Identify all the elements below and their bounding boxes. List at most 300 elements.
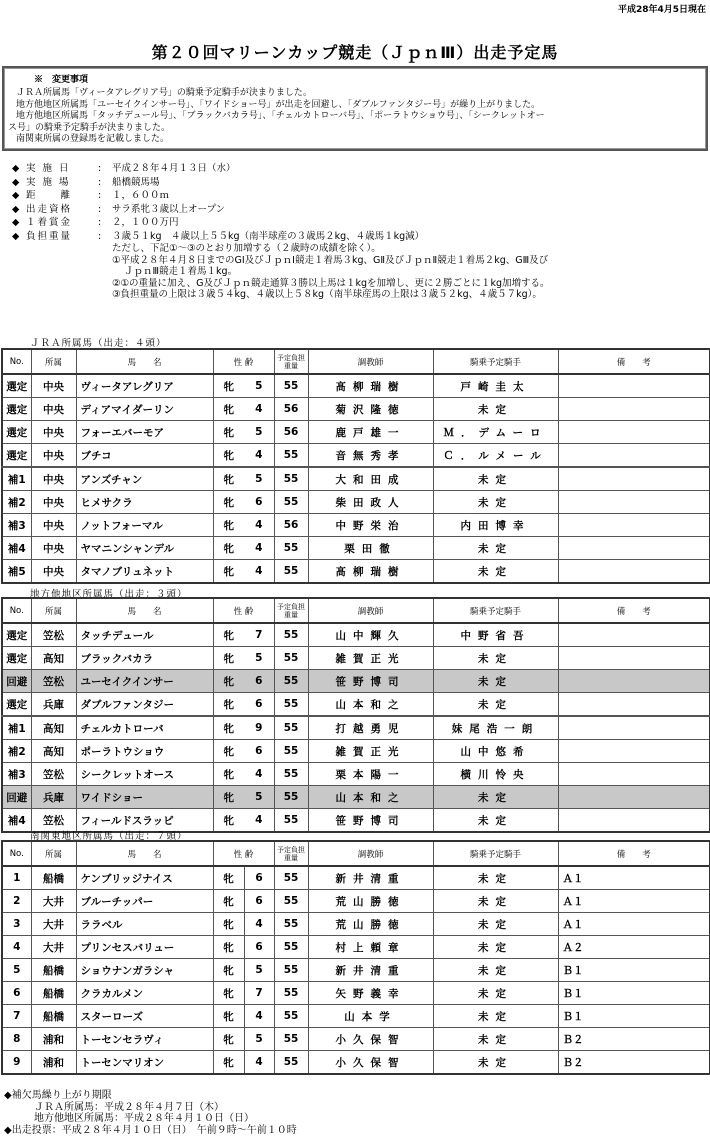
entry-no: 6 <box>2 982 31 1005</box>
sex: 牝 <box>213 374 244 398</box>
trainer: 山本和之 <box>308 786 433 809</box>
age: 7 <box>244 623 274 647</box>
col-horse-name: 馬 名 <box>76 349 213 374</box>
trainer: 新井清重 <box>308 866 433 890</box>
entry-no: 補2 <box>2 491 31 514</box>
jockey: 妹尾浩一朗 <box>433 716 558 740</box>
horse-name: ブチコ <box>76 444 213 468</box>
age: 4 <box>244 398 274 421</box>
col-remarks: 備 考 <box>558 598 710 623</box>
horse-name: ワイドショー <box>76 786 213 809</box>
assigned-weight: 55 <box>274 670 308 693</box>
age: 5 <box>244 1028 274 1051</box>
info-label: 出走資格 <box>26 203 73 215</box>
affiliation: 兵庫 <box>31 693 76 717</box>
horse-name: フォーエバーモア <box>76 421 213 444</box>
assigned-weight: 55 <box>274 537 308 560</box>
info-value: 平成２８年４月１３日（水） <box>112 163 236 174</box>
substitute-deadline-heading: ◆補欠馬繰り上がり期限 <box>4 1090 112 1101</box>
info-row <box>12 176 550 190</box>
affiliation: 中央 <box>31 467 76 491</box>
entry-no: 選定 <box>2 398 31 421</box>
affiliation: 中央 <box>31 491 76 514</box>
trainer: 山中輝久 <box>308 623 433 647</box>
table-row <box>2 716 710 740</box>
table-row <box>2 514 710 537</box>
affiliation: 中央 <box>31 374 76 398</box>
jockey: 未定 <box>433 786 558 809</box>
assigned-weight: 55 <box>274 623 308 647</box>
age: 4 <box>244 913 274 936</box>
trainer: 髙柳瑞樹 <box>308 374 433 398</box>
trainer: 音無秀孝 <box>308 444 433 468</box>
info-value: ２，１００万円 <box>112 217 179 228</box>
horse-name: ディアマイダーリン <box>76 398 213 421</box>
assigned-weight: 55 <box>274 1051 308 1075</box>
sex: 牝 <box>213 444 244 468</box>
as-of-date: 平成28年4月5日現在 <box>617 5 706 15</box>
remarks: Ｂ１ <box>558 982 710 1005</box>
race-info <box>12 162 550 301</box>
notice-line: ＪＲＡ所属馬「ヴィータアレグリア号」の騎乗予定騎手が決まりました。 <box>16 88 312 98</box>
remarks <box>558 444 710 468</box>
sex: 牝 <box>213 982 244 1005</box>
entry-vote-time: ◆出走投票：平成２８年４月１０日（日） 午前９時～午前１０時 <box>4 1124 297 1136</box>
horse-name: ララベル <box>76 913 213 936</box>
table-row <box>2 421 710 444</box>
sex: 牝 <box>213 398 244 421</box>
info-label: １着賞金 <box>26 217 73 228</box>
table-row <box>2 740 710 763</box>
entry-no: 補3 <box>2 763 31 786</box>
sex: 牝 <box>213 809 244 833</box>
entry-no: 選定 <box>2 623 31 647</box>
col-sex-age: 性 齢 <box>213 841 274 866</box>
sex: 牝 <box>213 467 244 491</box>
info-label: 実 施 日 <box>26 163 71 174</box>
remarks: Ａ１ <box>558 866 710 890</box>
remarks <box>558 670 710 693</box>
table-row <box>2 560 710 584</box>
remarks <box>558 421 710 444</box>
info-row <box>12 203 550 217</box>
affiliation: 中央 <box>31 421 76 444</box>
substitute-deadline-local: 地方他地区所属馬：平成２８年４月１０日（日） <box>34 1113 254 1124</box>
assigned-weight: 55 <box>274 1028 308 1051</box>
age: 4 <box>244 1051 274 1075</box>
page-title: 第２０回マリーンカップ競走（ＪｐｎⅢ）出走予定馬 <box>151 43 559 62</box>
jockey: 未定 <box>433 936 558 959</box>
entry-no: 選定 <box>2 693 31 717</box>
col-weight: 予定負担重量 <box>274 598 308 623</box>
affiliation: 中央 <box>31 537 76 560</box>
age: 6 <box>244 693 274 717</box>
jockey: 横川怜央 <box>433 763 558 786</box>
horse-name: タマノブリュネット <box>76 560 213 584</box>
table-row <box>2 467 710 491</box>
remarks <box>558 623 710 647</box>
age: 6 <box>244 491 274 514</box>
horse-name: フィールドスラッピ <box>76 809 213 833</box>
trainer: 荒山勝徳 <box>308 913 433 936</box>
table-row <box>2 374 710 398</box>
diamond-bullet-icon: ◆ <box>12 217 20 228</box>
trainer: 笹野博司 <box>308 670 433 693</box>
entry-no: 1 <box>2 866 31 890</box>
affiliation: 高知 <box>31 716 76 740</box>
entries-table <box>1 840 710 1075</box>
affiliation: 笠松 <box>31 809 76 833</box>
remarks <box>558 374 710 398</box>
info-colon: : <box>98 176 102 188</box>
affiliation: 大井 <box>31 890 76 913</box>
trainer: 髙柳瑞樹 <box>308 560 433 584</box>
trainer: 荒山勝徳 <box>308 890 433 913</box>
notice-line: 南関東所属の登録馬を記載しました。 <box>16 134 170 144</box>
assigned-weight: 55 <box>274 560 308 584</box>
jockey: 未定 <box>433 1051 558 1075</box>
entry-no: 補1 <box>2 467 31 491</box>
info-label: 距 離 <box>26 190 73 201</box>
age: 4 <box>244 763 274 786</box>
entry-no: 補3 <box>2 514 31 537</box>
assigned-weight: 55 <box>274 786 308 809</box>
col-jockey: 騎乗予定騎手 <box>433 841 558 866</box>
assigned-weight: 56 <box>274 398 308 421</box>
col-no: No. <box>2 598 31 623</box>
entry-no: 選定 <box>2 374 31 398</box>
remarks: Ａ１ <box>558 913 710 936</box>
jockey: 未定 <box>433 959 558 982</box>
remarks <box>558 647 710 670</box>
age: 5 <box>244 647 274 670</box>
info-value: サラ系牝３歳以上オープン <box>112 203 226 215</box>
entry-no: 補4 <box>2 809 31 833</box>
trainer: 柴田政人 <box>308 491 433 514</box>
assigned-weight: 55 <box>274 467 308 491</box>
horse-name: ケンブリッジナイス <box>76 866 213 890</box>
horse-name: ユーセイクインサー <box>76 670 213 693</box>
horse-name: ポーラトウショウ <box>76 740 213 763</box>
weight-note: ＪｐｎⅢ競走１着馬１kg。 <box>124 266 238 277</box>
age: 5 <box>244 467 274 491</box>
horse-name: シークレットオース <box>76 763 213 786</box>
table-row <box>2 959 710 982</box>
horse-name: トーセンセラヴィ <box>76 1028 213 1051</box>
trainer: 村上頼章 <box>308 936 433 959</box>
diamond-bullet-icon: ◆ <box>12 230 20 242</box>
horse-name: ヒメサクラ <box>76 491 213 514</box>
remarks <box>558 763 710 786</box>
weight-note: ②①の重量に加え、G及びＪｐｎ競走通算３勝以上馬は１kgを加増し、更に２勝ごとに１kg加増する。 <box>112 277 550 289</box>
affiliation: 大井 <box>31 913 76 936</box>
table-header-row <box>2 841 710 866</box>
horse-name: チェルカトローバ <box>76 716 213 740</box>
horse-name: ショウナンガラシャ <box>76 959 213 982</box>
assigned-weight: 55 <box>274 890 308 913</box>
entry-no: 9 <box>2 1051 31 1075</box>
age: 9 <box>244 716 274 740</box>
table-row <box>2 647 710 670</box>
trainer: 大和田成 <box>308 467 433 491</box>
assigned-weight: 55 <box>274 763 308 786</box>
sex: 牝 <box>213 959 244 982</box>
weight-note: ③負担重量の上限は３歳５４kg、４歳以上５８kg（南半球産馬の上限は３歳５２kg、４歳５７kg）。 <box>112 289 542 300</box>
age: 6 <box>244 866 274 890</box>
entry-no: 5 <box>2 959 31 982</box>
sex: 牝 <box>213 693 244 717</box>
notice-body <box>8 88 700 146</box>
sex: 牝 <box>213 647 244 670</box>
age: 4 <box>244 514 274 537</box>
table-row <box>2 623 710 647</box>
trainer: 栗田徹 <box>308 537 433 560</box>
age: 4 <box>244 444 274 468</box>
table-row <box>2 398 710 421</box>
sex: 牝 <box>213 936 244 959</box>
horse-name: ブルーチッパー <box>76 890 213 913</box>
sex: 牝 <box>213 537 244 560</box>
assigned-weight: 55 <box>274 374 308 398</box>
sex: 牝 <box>213 670 244 693</box>
info-colon: : <box>98 163 102 174</box>
jockey: 未定 <box>433 560 558 584</box>
assigned-weight: 55 <box>274 444 308 468</box>
col-no: No. <box>2 841 31 866</box>
col-affiliation: 所属 <box>31 349 76 374</box>
horse-name: プリンセスバリュー <box>76 936 213 959</box>
assigned-weight: 55 <box>274 491 308 514</box>
trainer: 新井清重 <box>308 959 433 982</box>
horse-name: アンズチャン <box>76 467 213 491</box>
remarks: Ｂ１ <box>558 1005 710 1028</box>
jockey: 未定 <box>433 1005 558 1028</box>
jockey: 未定 <box>433 491 558 514</box>
table-row <box>2 537 710 560</box>
trainer: 鹿戸雄一 <box>308 421 433 444</box>
remarks <box>558 693 710 717</box>
diamond-bullet-icon: ◆ <box>12 190 20 201</box>
notice-line: ス号」の騎乗予定騎手が決まりました。 <box>8 122 171 133</box>
horse-name: ノットフォーマル <box>76 514 213 537</box>
assigned-weight: 55 <box>274 647 308 670</box>
jockey: 未定 <box>433 537 558 560</box>
substitute-deadline-jra: ＪＲＡ所属馬：平成２８年４月７日（木） <box>34 1101 224 1113</box>
affiliation: 船橋 <box>31 982 76 1005</box>
horse-name: タッチデュール <box>76 623 213 647</box>
info-label: 実 施 場 <box>26 176 71 188</box>
entry-no: 選定 <box>2 421 31 444</box>
remarks: Ａ２ <box>558 936 710 959</box>
jockey: 未定 <box>433 809 558 833</box>
info-colon: : <box>98 190 102 201</box>
col-weight: 予定負担重量 <box>274 349 308 374</box>
remarks <box>558 560 710 584</box>
sex: 牝 <box>213 1051 244 1075</box>
horse-name: トーセンマリオン <box>76 1051 213 1075</box>
age: 5 <box>244 959 274 982</box>
col-affiliation: 所属 <box>31 598 76 623</box>
footer-notes <box>4 1090 297 1136</box>
sex: 牝 <box>213 740 244 763</box>
diamond-bullet-icon: ◆ <box>12 163 20 174</box>
affiliation: 浦和 <box>31 1051 76 1075</box>
col-horse-name: 馬 名 <box>76 841 213 866</box>
entries-table <box>1 597 710 833</box>
trainer: 雑賀正光 <box>308 740 433 763</box>
jockey: 内田博幸 <box>433 514 558 537</box>
section-title: 南関東地区所属馬（出走：７頭） <box>30 831 188 842</box>
affiliation: 船橋 <box>31 959 76 982</box>
trainer: 矢野義幸 <box>308 982 433 1005</box>
age: 4 <box>244 560 274 584</box>
col-jockey: 騎乗予定騎手 <box>433 598 558 623</box>
remarks: Ｂ２ <box>558 1051 710 1075</box>
assigned-weight: 55 <box>274 1005 308 1028</box>
table-row <box>2 444 710 468</box>
jockey: 未定 <box>433 398 558 421</box>
entry-no: 7 <box>2 1005 31 1028</box>
affiliation: 兵庫 <box>31 786 76 809</box>
notice-line: 地方他地区所属馬「タッチデュール号」、「ブラックバカラ号」、「チェルカトローバ号」、「ポーラトウショウ号」、「シークレットオー <box>16 111 545 121</box>
section-title: ＪＲＡ所属馬（出走：４頭） <box>30 338 167 349</box>
section-title: 地方他地区所属馬（出走：３頭） <box>30 589 188 600</box>
table-header-row <box>2 349 710 374</box>
sex: 牝 <box>213 514 244 537</box>
sex: 牝 <box>213 491 244 514</box>
remarks <box>558 740 710 763</box>
sex: 牝 <box>213 560 244 584</box>
table-row <box>2 1005 710 1028</box>
table-row <box>2 763 710 786</box>
jockey: 未定 <box>433 982 558 1005</box>
weight-note: ①平成２８年４月８日までのGⅠ及びＪｐｎⅠ競走１着馬３kg、GⅡ及びＪｐｎⅡ競走１着馬２kg、GⅢ及び <box>112 254 549 266</box>
jockey: 未定 <box>433 866 558 890</box>
remarks <box>558 514 710 537</box>
entry-no: 補1 <box>2 716 31 740</box>
jockey: 未定 <box>433 670 558 693</box>
assigned-weight: 55 <box>274 913 308 936</box>
info-value: １，６００ｍ <box>112 190 170 201</box>
col-trainer: 調教師 <box>308 598 433 623</box>
col-trainer: 調教師 <box>308 349 433 374</box>
table-header-row <box>2 598 710 623</box>
info-value: ３歳５１kg ４歳以上５５kg（南半球産の３歳馬２kg、４歳馬１kg減） <box>112 230 425 242</box>
info-row <box>12 189 550 203</box>
assigned-weight: 55 <box>274 936 308 959</box>
trainer: 栗本陽一 <box>308 763 433 786</box>
col-remarks: 備 考 <box>558 349 710 374</box>
sex: 牝 <box>213 716 244 740</box>
table-row <box>2 982 710 1005</box>
affiliation: 高知 <box>31 740 76 763</box>
trainer: 山本学 <box>308 1005 433 1028</box>
entry-no: 8 <box>2 1028 31 1051</box>
weight-note: ただし、下記①～③のとおり加増する（２歳時の成績を除く）。 <box>112 243 381 254</box>
info-colon: : <box>98 203 102 215</box>
jockey: 未定 <box>433 913 558 936</box>
assigned-weight: 55 <box>274 809 308 833</box>
assigned-weight: 55 <box>274 866 308 890</box>
entry-no: 2 <box>2 890 31 913</box>
remarks <box>558 398 710 421</box>
age: 6 <box>244 670 274 693</box>
table-row <box>2 491 710 514</box>
jockey: 未定 <box>433 693 558 717</box>
horse-name: スターローズ <box>76 1005 213 1028</box>
table-row <box>2 936 710 959</box>
jockey: 未定 <box>433 647 558 670</box>
remarks <box>558 716 710 740</box>
entry-no: 回避 <box>2 786 31 809</box>
jockey: 未定 <box>433 467 558 491</box>
age: 6 <box>244 936 274 959</box>
trainer: 小久保智 <box>308 1028 433 1051</box>
entry-no: 補2 <box>2 740 31 763</box>
info-row <box>12 216 550 230</box>
entry-no: 選定 <box>2 444 31 468</box>
sex: 牝 <box>213 890 244 913</box>
notice-heading: ※ 変更事項 <box>34 75 89 85</box>
affiliation: 中央 <box>31 560 76 584</box>
age: 7 <box>244 982 274 1005</box>
sex: 牝 <box>213 623 244 647</box>
sex: 牝 <box>213 786 244 809</box>
jockey: Ｃ．ルメール <box>433 444 558 468</box>
change-notice-box <box>2 66 708 151</box>
jockey: 未定 <box>433 1028 558 1051</box>
age: 5 <box>244 421 274 444</box>
table-row <box>2 693 710 717</box>
affiliation: 船橋 <box>31 1005 76 1028</box>
age: 4 <box>244 537 274 560</box>
affiliation: 中央 <box>31 398 76 421</box>
jockey: Ｍ．デムーロ <box>433 421 558 444</box>
affiliation: 中央 <box>31 444 76 468</box>
col-sex-age: 性 齢 <box>213 349 274 374</box>
affiliation: 笠松 <box>31 763 76 786</box>
age: 5 <box>244 374 274 398</box>
remarks <box>558 809 710 833</box>
horse-name: ヴィータアレグリア <box>76 374 213 398</box>
trainer: 山本和之 <box>308 693 433 717</box>
assigned-weight: 55 <box>274 959 308 982</box>
col-horse-name: 馬 名 <box>76 598 213 623</box>
remarks: Ａ１ <box>558 890 710 913</box>
diamond-bullet-icon: ◆ <box>12 203 20 215</box>
table-row <box>2 670 710 693</box>
age: 4 <box>244 1005 274 1028</box>
entries-table <box>1 348 710 584</box>
jockey: 戸崎圭太 <box>433 374 558 398</box>
trainer: 笹野博司 <box>308 809 433 833</box>
age: 6 <box>244 740 274 763</box>
info-value: 船橋競馬場 <box>112 176 160 188</box>
horse-name: ダブルファンタジー <box>76 693 213 717</box>
jockey: 中野省吾 <box>433 623 558 647</box>
remarks: Ｂ２ <box>558 1028 710 1051</box>
sex: 牝 <box>213 913 244 936</box>
remarks: Ｂ１ <box>558 959 710 982</box>
assigned-weight: 55 <box>274 982 308 1005</box>
col-remarks: 備 考 <box>558 841 710 866</box>
sex: 牝 <box>213 866 244 890</box>
table-row <box>2 913 710 936</box>
info-row <box>12 230 550 244</box>
affiliation: 船橋 <box>31 866 76 890</box>
age: 5 <box>244 786 274 809</box>
info-label: 負担重量 <box>26 230 73 242</box>
